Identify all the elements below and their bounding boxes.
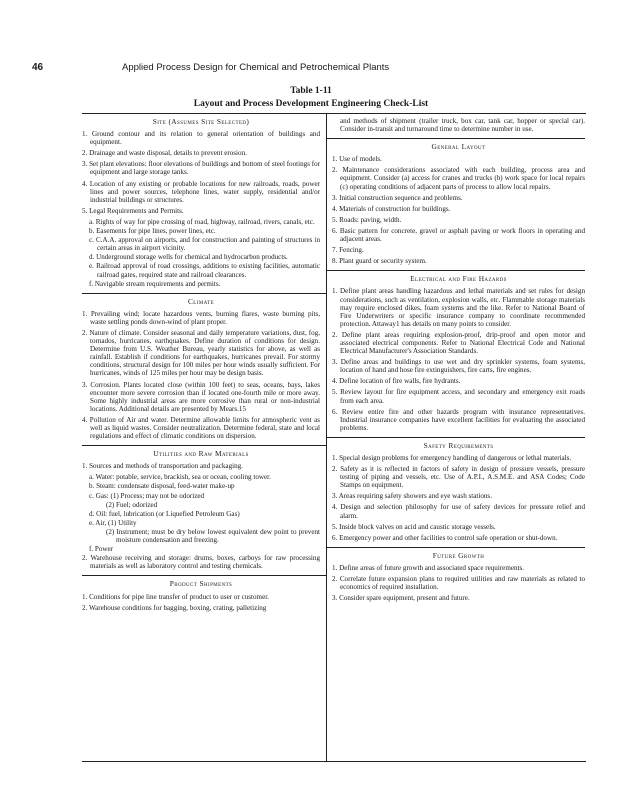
list-item: 5. Inside block valves on acid and caustic storage vessels.: [332, 522, 496, 531]
section-climate: [82, 293, 320, 441]
sub-item: b. Easements for pipe lines, power lines, etc.: [89, 227, 216, 236]
section-utilities-and-raw-materials: [82, 445, 320, 570]
section-heading: Utilities and Raw Materials: [153, 449, 249, 459]
list-item: 3. Define areas and buildings to use wet and dry sprinkler systems, foam systems, location of hand and hose fire extinguishers, fire carts, fire engines.: [332, 358, 585, 375]
sub-item: a. Rights of way for pipe crossing of road, highway, railroad, rivers, canals, etc.: [89, 217, 315, 226]
list-item: 5. Legal Requirements and Permits.: [82, 206, 184, 215]
list-item: 2. Warehouse receiving and storage: drums, boxes, carboys for raw processing materials as well as laboratory control and testing chemicals.: [82, 554, 320, 571]
continued-text: and methods of shipment (trailer truck, box car, tank car, hopper or special car). Consider in-transit and turnaround time to determine number in use.: [340, 117, 585, 134]
section-rule: [82, 445, 326, 446]
list-item: 8. Plant guard or security system.: [332, 257, 427, 266]
section-rule: [82, 293, 326, 294]
list-item: 2. Maintenance considerations associated with each building, process area and equipment. Consider (a) access for cranes and trucks (b) work space for local repairs (c) operating conditions of adjacent parts of process to allow local repairs.: [332, 166, 585, 191]
list-item: 3. Areas requiring safety showers and eye wash stations.: [332, 492, 492, 501]
list-item: 2. Warehouse conditions for bagging, boxing, crating, palletizing: [82, 603, 267, 612]
sub-item: a. Water: potable, service, brackish, sea or ocean, cooling tower.: [89, 473, 271, 482]
section-rule: [326, 138, 585, 139]
right-column: [332, 114, 585, 605]
section-heading: Site (Assumes Site Selected): [152, 117, 250, 126]
table-title: Table 1-11: [290, 86, 332, 96]
section-heading: Climate: [187, 296, 215, 306]
list-item: 4. Materials of construction for buildings.: [332, 204, 451, 213]
list-item: 1. Conditions for pipe line transfer of product to user or customer.: [82, 592, 269, 601]
section-future-growth: [332, 547, 585, 602]
section-general-layout: [332, 138, 585, 265]
section-product-shipments: [82, 575, 320, 611]
sub-item: f. Power: [89, 545, 114, 554]
list-item: 2. Safety as it is reflected in factors of safety in design of pressure vessels, pressure testing of piping and vessels, etc. Use of A.P.I., A.S.M.E. and ASA Codes; Code Stamps on equipment.: [332, 465, 585, 490]
list-item: 6. Review entire fire and other hazards program with insurance representatives. Industrial insurance companies have excellent facilities for evaluating the associated problems.: [332, 407, 585, 432]
sub-item: d. Oil: fuel, lubrication (or Liquefied Petroleum Gas): [89, 509, 240, 518]
list-item: 4. Location of any existing or probable locations for new railroads, roads, power lines and power sources, telephone lines, water supply, residential and/or industrial buildings or structures.: [82, 179, 320, 204]
section-heading: Future Growth: [432, 550, 485, 560]
section-rule: [326, 547, 585, 548]
sub-item: c. C.A.A. approval on airports, and for construction and painting of structures in certain areas in airport vicinity.: [89, 236, 320, 253]
sub-item: e. Air, (1) Utility: [89, 518, 137, 527]
section-heading: Safety Requirements: [423, 440, 494, 450]
list-item: 3. Corrosion. Plants located close (within 100 feet) to seas, oceans, bays, lakes encounter more severe corrosion than if located one-fourth mile or more away. Some highly industrial areas are more corrosive than rural or non-industrial locations. Additional details are presented by Mears.15: [82, 380, 320, 413]
list-item: 1. Sources and methods of transportation and packaging.: [82, 462, 243, 471]
running-head: Applied Process Design for Chemical and Petrochemical Plants: [122, 62, 390, 73]
list-item: 2. Define plant areas requiring explosion-proof, drip-proof and open motor and associated electrical components. Refer to National Electrical Code and National Electrical Manufacturer's Association Standards.: [332, 330, 585, 356]
list-item: 5. Roads: paving, width.: [332, 215, 402, 224]
sub-item: (2) Fuel; odorized: [106, 500, 158, 509]
list-item: 6. Emergency power and other facilities to control safe operation or shut-down.: [332, 533, 558, 542]
list-item: 3. Initial construction sequence and problems.: [332, 193, 463, 202]
section-rule: [326, 437, 585, 438]
sub-item: (2) Instrument; must be dry below lowest equivalent dew point to prevent moisture condensation and freezing.: [106, 527, 320, 545]
list-item: 5. Review layout for fire equipment access, and secondary and emergency exit roads from each area.: [332, 388, 585, 405]
section-continuation: [332, 114, 585, 133]
list-item: 1. Ground contour and its relation to general orientation of buildings and equipment.: [82, 130, 320, 147]
sub-item: c. Gas: (1) Process; may not be odorized: [89, 491, 205, 500]
section-heading: Electrical and Fire Hazards: [410, 274, 507, 284]
page-number: 46: [32, 62, 44, 73]
list-item: 4. Pollution of Air and water. Determine allowable limits for atmospheric vent as well as liquid wastes. Consider neutralization. Determine federal, state and local regulations and effect of climatic conditions on dispersion.: [82, 415, 320, 441]
section-heading: General Layout: [431, 142, 486, 152]
table-bottom-rule: [82, 761, 586, 762]
list-item: 4. Design and selection philosophy for use of safety devices for pressure relief and alarm.: [332, 503, 585, 520]
list-item: 1. Define areas of future growth and associated space requirements.: [332, 563, 525, 572]
section-heading: Product Shipments: [169, 579, 233, 589]
list-item: 2. Correlate future expansion plans to required utilities and raw materials as related to economics of required installation.: [332, 575, 585, 592]
list-item: 4. Define location of fire walls, fire hydrants.: [332, 377, 461, 386]
section-electrical-and-fire-hazards: [332, 270, 585, 432]
list-item: 6. Basic pattern for concrete, gravel or asphalt paving or work floors in operating and adjacent areas.: [332, 226, 585, 244]
section-site-assumes-site-selected: [82, 118, 320, 288]
list-item: 1. Use of models.: [332, 155, 382, 164]
list-item: 2. Drainage and waste disposal, details to prevent erosion.: [82, 149, 247, 158]
sub-item: f. Navigable stream requirements and permits.: [89, 279, 221, 288]
list-item: 7. Fencing.: [332, 246, 364, 255]
list-item: 1. Prevailing wind; locate hazardous vents, burning flares, waste burning pits, waste settling ponds down-wind of plant proper.: [82, 309, 320, 326]
list-item: 1. Define plant areas handling hazardous and lethal materials and set rules for design considerations, such as ventilation, explosion walls, etc. Flammable storage materials may require enclosed dikes, foam systems and the like. Refer to National Board of Fire Underwriters or specific insurance company to coordinate recommended protection. Attaway1 has details on many points to consider.: [332, 287, 585, 328]
list-item: 3. Consider spare equipment, present and future.: [332, 594, 470, 603]
section-rule: [82, 575, 326, 576]
section-rule: [326, 270, 585, 271]
list-item: 2. Nature of climate. Consider seasonal and daily temperature variations, dust, fog, tornados, hurricanes, earthquakes. Define duration of conditions for design. Determine from U.S. Weather Bureau, yearly statistics for above, as well as rainfall. Establish if conditions for earthquakes, hurricanes prevail. For stormy conditions, structural design for 100 miles per hour winds usually sufficient. For hurricanes, winds of 125 miles per hour may be design basis.: [82, 328, 320, 378]
section-safety-requirements: [332, 437, 585, 542]
sub-item: e. Railroad approval of road crossings, additions to existing facilities, automatic railroad gates, required state and railroad clearances.: [89, 262, 320, 279]
list-item: 3. Set plant elevations: floor elevations of buildings and bottom of steel footings for equipment and large storage tanks.: [82, 160, 320, 177]
left-column: [82, 114, 320, 615]
list-item: 1. Special design problems for emergency handling of dangerous or lethal materials.: [332, 454, 572, 462]
sub-item: d. Underground storage wells for chemical and hydrocarbon products.: [89, 253, 288, 262]
sub-item: b. Steam: condensate disposal, feed-water make-up: [89, 482, 235, 491]
table-subtitle: Layout and Process Development Engineering Check-List: [193, 99, 429, 109]
